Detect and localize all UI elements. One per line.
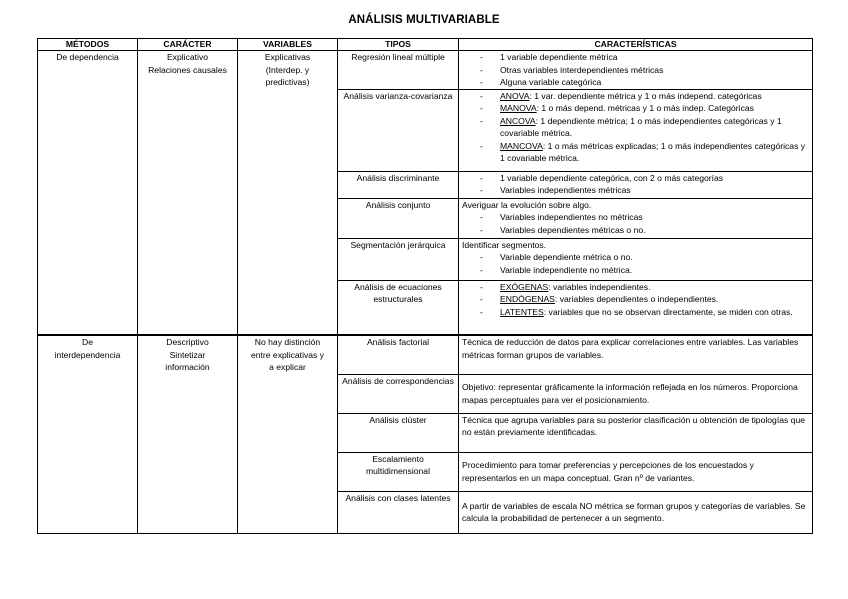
metodo-interdependencia [38, 335, 138, 533]
tipo-cell: Escalamiento multidimensional [338, 452, 459, 491]
header-row [38, 39, 813, 51]
tipo-cell: Análisis conjunto [338, 198, 459, 238]
variables-line: No hay distinción [254, 337, 321, 347]
term-desc: : 1 o más métricas explicadas; 1 o más independientes categóricas y 1 covariable métrica. [500, 140, 806, 163]
term-endogenas: ENDÓGENAS [500, 294, 555, 304]
term-anova: ANOVA [500, 90, 530, 101]
header-tipos: TIPOS [338, 39, 459, 51]
caracteristicas-cell: A partir de variables de escala NO métrica se forman grupos y categorías de variables. Se calcula la probabilidad de pertenecer a un segmento. [459, 491, 813, 533]
caracter-line: Sintetizar [169, 349, 206, 360]
table-row [38, 335, 813, 374]
term-manova: MANOVA [500, 103, 537, 113]
term-desc: : variables independientes. [548, 281, 651, 292]
list-item [462, 306, 809, 319]
metodo-line: interdependencia [54, 349, 121, 360]
metodo-dependencia [38, 51, 138, 336]
list-item: - Otras variables interdependientes métricas [462, 64, 809, 77]
list-item [462, 102, 809, 115]
term-ancova: ANCOVA [500, 115, 536, 126]
term-desc: : 1 dependiente métrica; 1 o más independientes categóricas y 1 covariable métrica. [500, 115, 782, 138]
term-desc: : 1 o más depend. métricas y 1 o más indep. Categóricas [536, 103, 754, 113]
tipo-cell: Análisis discriminante [338, 171, 459, 198]
variables-line: entre explicativas y [250, 349, 325, 360]
caracter-line: Relaciones causales [148, 64, 227, 75]
metodo-label: De dependencia [56, 52, 119, 62]
tipo-cell: Análisis con clases latentes [338, 491, 459, 533]
term-mancova: MANCOVA [500, 140, 543, 151]
variables-dependencia [238, 51, 338, 336]
list-item: - Variable independiente no métrica. [462, 264, 809, 277]
intro-text: Averiguar la evolución sobre algo. [462, 199, 592, 210]
header-metodos: MÉTODOS [38, 39, 138, 51]
term-desc: : 1 var. dependiente métrica y 1 o más independ. categóricas [529, 90, 762, 101]
multivariate-table [37, 38, 813, 534]
caracteristicas-cell [459, 280, 813, 335]
caracter-line: Descriptivo [166, 337, 209, 347]
caracteristicas-cell: Técnica de reducción de datos para explicar correlaciones entre variables. Las variables métricas forman grupos de variables. [459, 335, 813, 374]
caracter-dependencia [138, 51, 238, 336]
term-exogenas: EXÓGENAS [500, 281, 549, 292]
list-item: - Variables dependientes métricas o no. [462, 224, 809, 237]
tipo-cell: Regresión lineal múltiple [338, 51, 459, 90]
list-item [462, 115, 809, 140]
list-item [462, 140, 809, 165]
variables-line: a explicar [269, 362, 306, 372]
caracteristicas-cell: Procedimiento para tomar preferencias y percepciones de los encuestados y representarlos en un mapa conceptual. Gran nº de variantes. [459, 452, 813, 491]
variables-line: predictivas) [265, 77, 310, 87]
caracteristicas-cell: Técnica que agrupa variables para su posterior clasificación u obtención de tipologías que no están previamente identificadas. [459, 413, 813, 452]
caracteristicas-cell: Objetivo: representar gráficamente la información reflejada en los números. Proporciona mapas perceptuales para ver el posicionamiento. [459, 374, 813, 413]
list-item: - Alguna variable categórica [462, 76, 809, 89]
document-title: ANÁLISIS MULTIVARIABLE [348, 14, 500, 26]
term-latentes: LATENTES [500, 306, 544, 317]
tipo-cell: Segmentación jerárquica [338, 238, 459, 280]
tipo-cell: Análisis de ecuaciones estructurales [338, 280, 459, 335]
intro-text: Identificar segmentos. [462, 239, 547, 250]
table-row [38, 51, 813, 90]
metodo-line: De [82, 337, 93, 347]
tipo-cell: Análisis clúster [338, 413, 459, 452]
caracteristicas-cell [459, 198, 813, 238]
list-item: - Variables independientes métricas [462, 184, 809, 197]
header-caracteristicas: CARACTERÍSTICAS [459, 39, 813, 51]
caracteristicas-cell [459, 51, 813, 90]
term-desc: : variables dependientes o independientes. [554, 294, 719, 304]
caracteristicas-cell [459, 171, 813, 198]
caracter-interdependencia [138, 335, 238, 533]
list-item: - Variable dependiente métrica o no. [462, 251, 809, 264]
list-item [462, 281, 809, 294]
term-desc: : variables que no se observan directamente, se miden con otras. [543, 306, 793, 317]
variables-line: (Interdep. y [265, 64, 310, 75]
header-variables: VARIABLES [238, 39, 338, 51]
variables-line: Explicativas [264, 52, 311, 62]
tipo-cell: Análisis de correspondencias [338, 374, 459, 413]
caracter-line: información [165, 362, 210, 372]
header-caracter: CARÁCTER [138, 39, 238, 51]
list-item: - 1 variable dependiente métrica [462, 51, 809, 64]
tipo-cell: Análisis varianza-covarianza [338, 89, 459, 171]
variables-interdependencia [238, 335, 338, 533]
list-item [462, 293, 809, 306]
list-item: - Variables independientes no métricas [462, 211, 809, 224]
caracteristicas-cell [459, 238, 813, 280]
caracter-line: Explicativo [166, 52, 209, 62]
caracteristicas-cell [459, 89, 813, 171]
tipo-cell: Análisis factorial [338, 335, 459, 374]
list-item [462, 90, 809, 103]
list-item: - 1 variable dependiente categórica, con 2 o más categorías [462, 172, 809, 185]
